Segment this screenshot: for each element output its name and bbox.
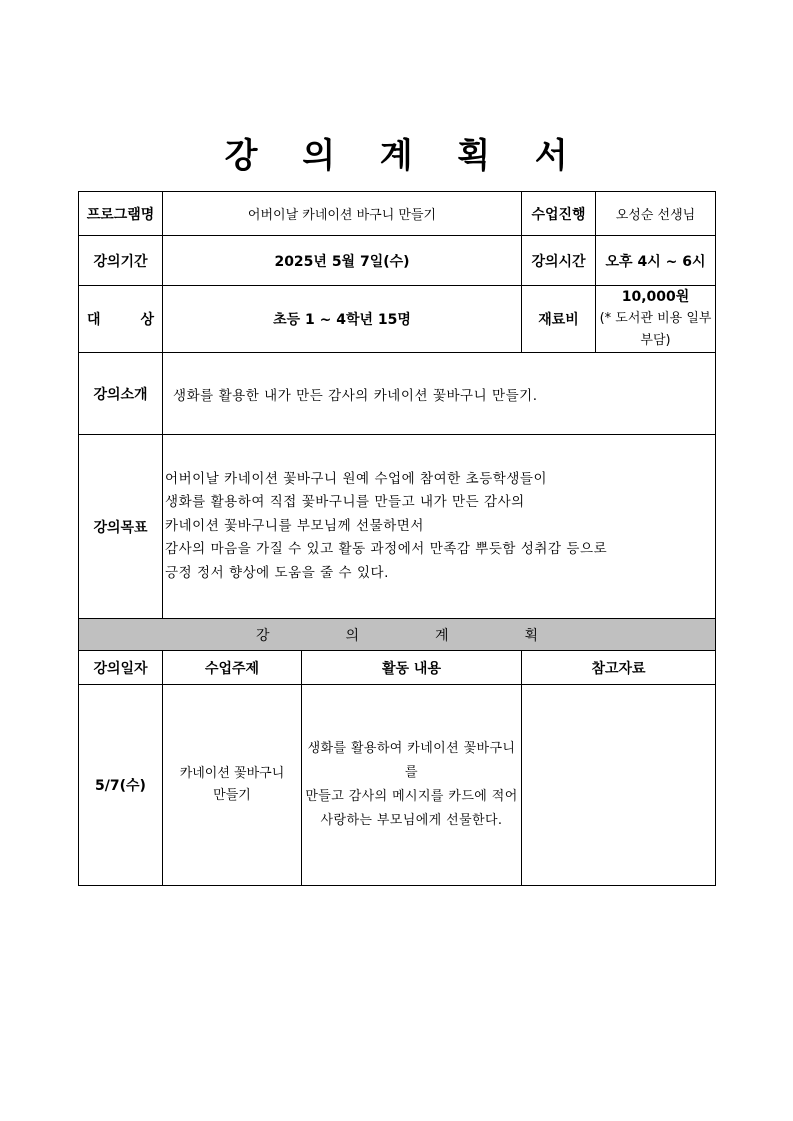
content-header: [302, 651, 522, 685]
time-value: 오후 4시 ~ 6시: [596, 236, 716, 286]
content-line: 생화를 활용하여 카네이션 꽃바구니를: [307, 741, 516, 780]
section-char: 계: [435, 627, 449, 644]
program-value: 어버이날 카네이션 바구니 만들기: [163, 192, 522, 236]
row-content: [302, 685, 522, 886]
goal-line: 카네이션 꽃바구니를 부모님께 선물하면서: [165, 517, 424, 534]
material-cell: [596, 286, 716, 353]
reference-header: [522, 651, 716, 685]
section-char: 강: [255, 627, 270, 644]
material-note: (* 도서관 비용 일부 부담): [599, 311, 712, 348]
document-title: [0, 128, 793, 177]
goal-line: 감사의 마음을 가질 수 있고 활동 과정에서 만족감 뿌듯함 성취감 등으로: [165, 541, 608, 558]
title-char: 강: [224, 136, 259, 176]
lecture-plan-table: [78, 191, 716, 886]
plan-section-header: [79, 619, 716, 651]
target-label-char: 상: [140, 312, 155, 328]
goal-label: 강의목표: [79, 435, 163, 619]
topic-line: 만들기: [213, 788, 251, 803]
row-date: 5/7(수): [79, 685, 163, 886]
goal-line: 생화를 활용하여 직접 꽃바구니를 만들고 내가 만든 감사의: [165, 494, 525, 511]
instructor-value: 오성순 선생님: [596, 192, 716, 236]
title-char: 계: [379, 136, 414, 176]
topic-line: 카네이션 꽃바구니: [179, 766, 285, 781]
title-char: 서: [534, 136, 569, 176]
intro-value: 생화를 활용한 내가 만든 감사의 카네이션 꽃바구니 만들기.: [163, 353, 716, 435]
title-char: 의: [302, 136, 336, 176]
target-label-char: 대: [86, 312, 101, 328]
topic-header: 수업주제: [163, 651, 302, 685]
time-label: 강의시간: [522, 236, 596, 286]
instructor-label: 수업진행: [522, 192, 596, 236]
reference-header-text: 참고자료: [591, 660, 646, 677]
material-label: 재료비: [522, 286, 596, 353]
date-header: 강의일자: [79, 651, 163, 685]
program-label: 프로그램명: [79, 192, 163, 236]
content-line: 사랑하는 부모님에게 선물한다.: [320, 813, 503, 828]
target-label: [79, 286, 163, 353]
section-char: 의: [345, 627, 359, 644]
content-header-text: 활동 내용: [382, 660, 441, 677]
row-reference: [522, 685, 716, 886]
section-char: 획: [524, 627, 539, 644]
intro-label: 강의소개: [79, 353, 163, 435]
period-value: 2025년 5월 7일(수): [163, 236, 522, 286]
title-char: 획: [457, 136, 491, 176]
period-label: 강의기간: [79, 236, 163, 286]
target-value: 초등 1 ~ 4학년 15명: [163, 286, 522, 353]
goal-line: 긍정 정서 향상에 도움을 줄 수 있다.: [165, 564, 389, 581]
goal-line: 어버이날 카네이션 꽃바구니 원예 수업에 참여한 초등학생들이: [165, 470, 548, 487]
row-topic: [163, 685, 302, 886]
content-line: 만들고 감사의 메시지를 카드에 적어: [305, 789, 518, 804]
material-value: 10,000원: [621, 289, 690, 305]
goal-value: [163, 435, 716, 619]
